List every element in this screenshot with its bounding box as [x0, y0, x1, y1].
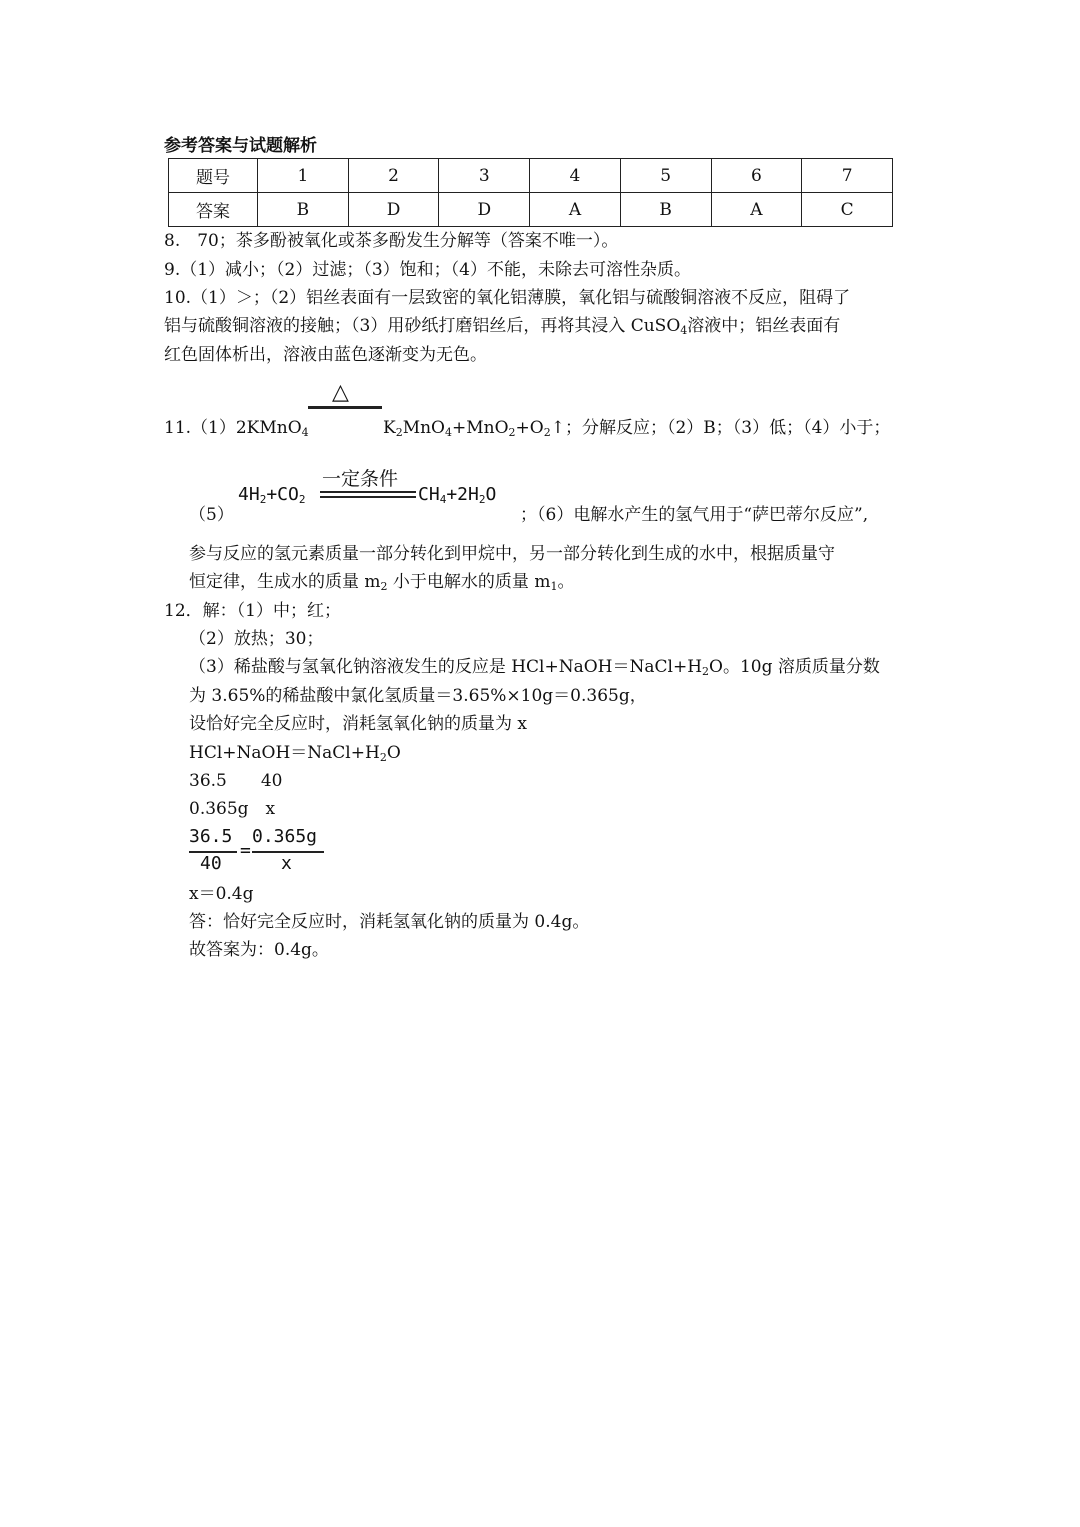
answer-q12-line4: 为 3.65%的稀盐酸中氯化氢质量＝3.65%×10g＝0.365g，: [189, 686, 647, 706]
table-cell: 7: [802, 159, 893, 193]
table-cell: 3: [439, 159, 530, 193]
answer-q9: 9.（1）减小；（2）过滤；（3）饱和；（4）不能，未除去可溶性杂质。: [164, 260, 691, 280]
answer-q12-line2: （2）放热；30；: [189, 629, 324, 649]
answer-q11-line1: 11.（1）2KMnO$_4$: [164, 418, 309, 439]
fraction-equals: =: [240, 840, 251, 861]
answer-q12-line9: x＝0.4g: [189, 884, 254, 904]
equation-rhs: $CH_4+2H_2O$: [418, 484, 497, 506]
table-row: [169, 159, 893, 193]
answer-q11-p5: （5）: [189, 505, 234, 525]
answer-q12-line7: 36.5 40: [189, 771, 283, 791]
fraction-numerator-1: 36.5: [189, 826, 233, 847]
answer-q10-line3: 红色固体析出，溶液由蓝色逐渐变为无色。: [164, 345, 487, 365]
answer-q11-line3: 参与反应的氢元素质量一部分转化到甲烷中，另一部分转化到生成的水中，根据质量守: [189, 544, 835, 564]
condition-label: 一定条件: [322, 468, 399, 490]
header-label: 题号: [169, 159, 258, 193]
answer-q11-line4: 恒定律，生成水的质量 $m_2$ 小于电解水的质量 $m_1$。: [189, 572, 575, 593]
table-cell: 2: [348, 159, 439, 193]
equation-bar-top: [320, 491, 416, 493]
heat-symbol: △: [332, 380, 349, 405]
fraction-denominator-1: 40: [200, 853, 222, 874]
answer-q12-line3: （3）稀盐酸与氢氧化钠溶液发生的反应是 $HCl+NaOH=NaCl+H_2O$。10g 溶质质量分数: [189, 657, 880, 678]
answer-q10-line1: 10.（1）＞；（2）铝丝表面有一层致密的氧化铝薄膜，氧化铝与硫酸铜溶液不反应，阻碍了: [164, 288, 851, 308]
answer-q10-line2: 铝与硫酸铜溶液的接触；（3）用砂纸打磨铝丝后，再将其浸入 CuSO$_4$溶液中；铝丝表面有: [164, 316, 841, 337]
table-cell: 4: [530, 159, 621, 193]
answer-q12-line8: 0.365g x: [189, 799, 276, 819]
table-cell: C: [802, 193, 893, 227]
answer-label: 答案: [169, 193, 258, 227]
table-cell: D: [348, 193, 439, 227]
answer-q12-line10: 答：恰好完全反应时，消耗氢氧化钠的质量为 0.4g。: [189, 912, 590, 932]
fraction-numerator-2: 0.365g: [252, 826, 318, 847]
equation-lhs: $4H_2+CO_2$: [238, 484, 306, 506]
table-cell: A: [711, 193, 802, 227]
equation-bar-bottom: [320, 496, 416, 498]
page-title: 参考答案与试题解析: [164, 136, 317, 156]
table-cell: B: [258, 193, 349, 227]
answer-q12-line5: 设恰好完全反应时，消耗氢氧化钠的质量为 x: [189, 714, 527, 734]
table-cell: 5: [620, 159, 711, 193]
table-cell: D: [439, 193, 530, 227]
fraction-denominator-2: x: [281, 853, 292, 874]
table-cell: 6: [711, 159, 802, 193]
table-row: [169, 193, 893, 227]
table-cell: 1: [258, 159, 349, 193]
table-cell: A: [530, 193, 621, 227]
answer-q12-line1: 12．解：（1）中；红；: [164, 601, 341, 621]
answer-q12-line6: $HCl+NaOH=NaCl+H_2O$: [189, 743, 401, 764]
answer-q8: 8. 70；茶多酚被氧化或茶多酚发生分解等（答案不唯一）。: [164, 231, 619, 251]
answer-table: [168, 158, 893, 227]
table-cell: B: [620, 193, 711, 227]
reaction-arrow-bar: [308, 406, 382, 409]
answer-q12-line11: 故答案为：0.4g。: [189, 940, 329, 960]
answer-q11-products: $K_2MnO_4+MnO_2+O_2↑$；分解反应；（2）B；（3）低；（4）小于；: [383, 418, 891, 439]
answer-q11-p6: ；（6）电解水产生的氢气用于“萨巴蒂尔反应”,: [520, 505, 869, 525]
